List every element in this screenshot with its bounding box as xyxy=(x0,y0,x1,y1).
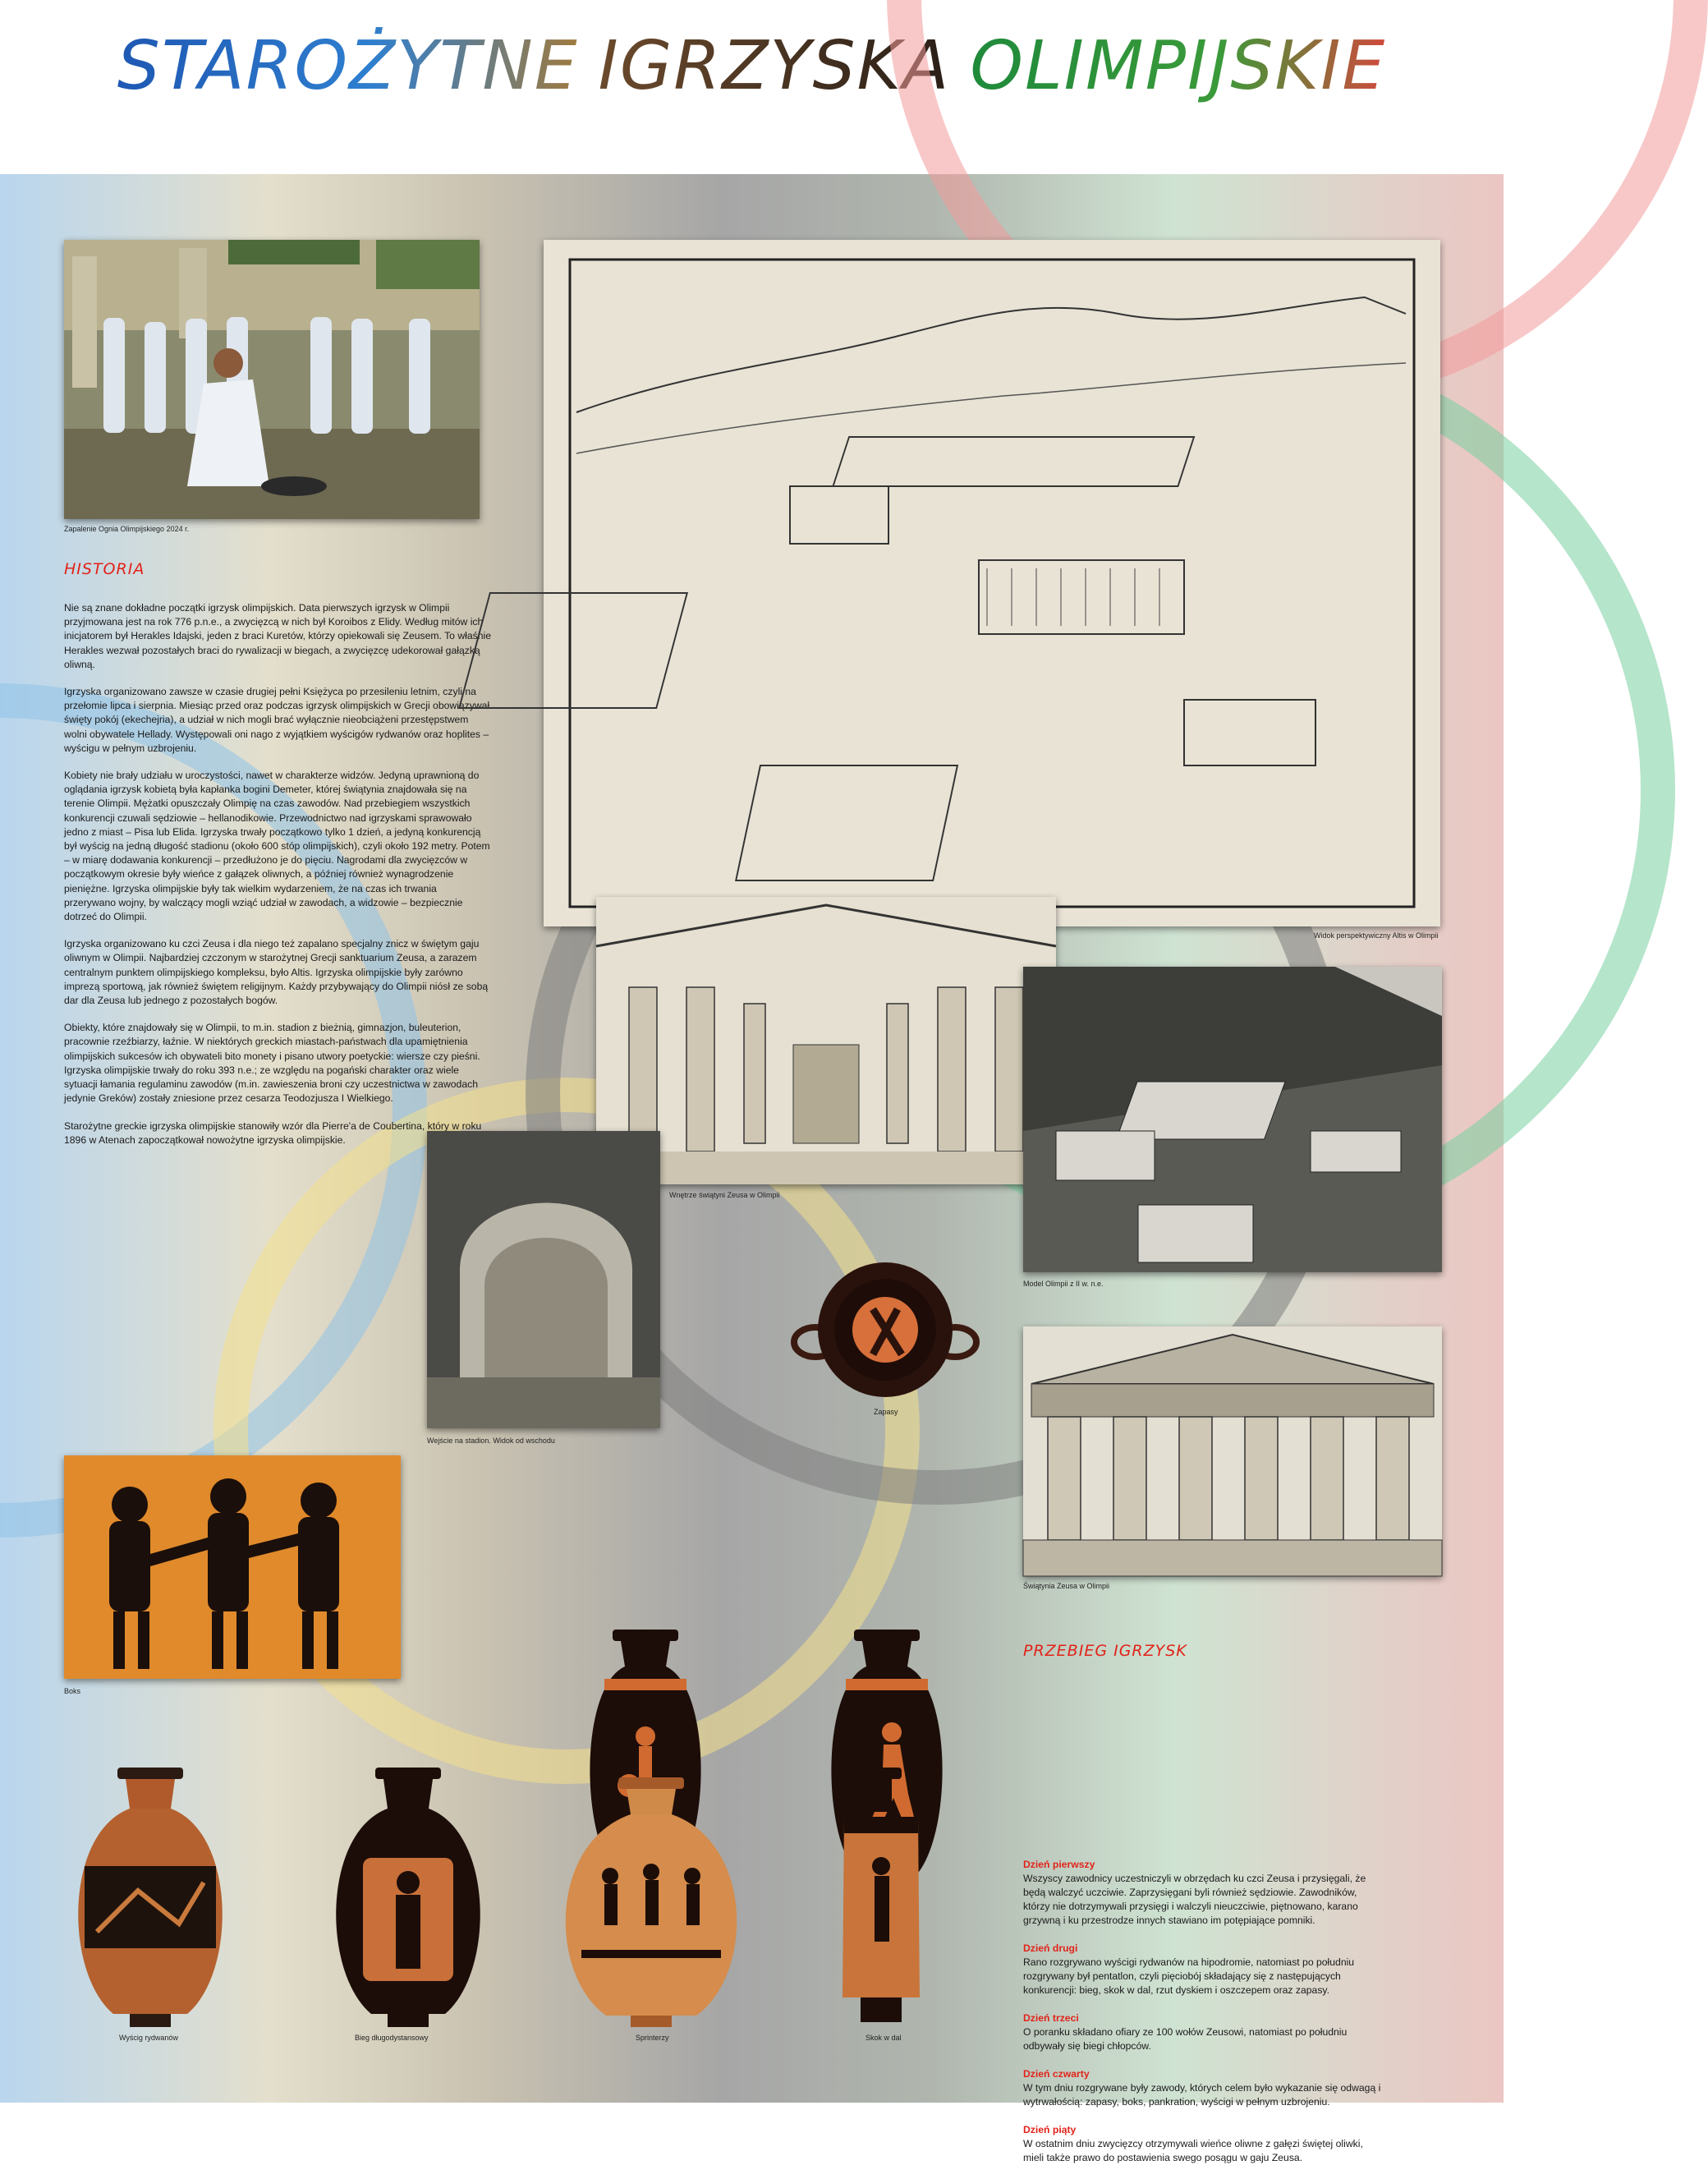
day-block xyxy=(1023,2067,1384,2109)
day-title: Dzień trzeci xyxy=(1023,2012,1079,2024)
day-description: Wszyscy zawodnicy uczestniczyli w obrzędach ku czci Zeusa i przysięgali, że będą walczyć uczciwie. Zaprzysięgani byli również sędziowie. Zawodników, którzy nie dotrzymywali przysięgi i walczyli nieuczciwie, piętnowano, karano grzywną i ku przestrodze innych stawiano im potępiające pomniki. xyxy=(1023,1873,1366,1926)
history-heading: HISTORIA xyxy=(64,560,145,578)
long-jump-caption: Skok w dal xyxy=(865,2034,902,2042)
day-title: Dzień drugi xyxy=(1023,1942,1078,1954)
day-description: O poranku składano ofiary ze 100 wołów Zeusowi, natomiast po południu odbywały się biegi chłopców. xyxy=(1023,2026,1348,2052)
temple-sketch xyxy=(1023,1326,1442,1576)
ignition-caption: Zapalenie Ognia Olimpijskiego 2024 r. xyxy=(64,525,190,533)
title-word-1: STAROŻYTNE xyxy=(117,26,579,105)
boxing-image xyxy=(64,1455,401,1679)
history-paragraph: Igrzyska organizowano zawsze w czasie drugiej pełni Księżyca po przesileniu letnim, czyli na przełomie lipca i sierpnia. Miesiąc przed oraz podczas igrzysk olimpijskich w Grecji obowiązywał święty pokój (ekechejria), a udział w nich mogli brać wyłącznie nieobciążeni przestępstwem wolni obywatele Hellady. Występowali oni nago z wyjątkiem wyścigów rydwanów oraz hoplites – wyścigu w pełnym uzbrojeniu. xyxy=(64,686,490,754)
chariot-vase xyxy=(64,1768,236,2029)
course-text xyxy=(1023,1858,1384,2179)
day-description: Rano rozgrywano wyścigi rydwanów na hipodromie, natomiast po południu rozgrywany był pentatlon, czyli pięciobój składający się z następujących konkurencji: bieg, skok w dal, rzut dyskiem i oszczepem oraz zapasy. xyxy=(1023,1956,1355,1996)
day-title: Dzień piąty xyxy=(1023,2124,1077,2135)
history-paragraph: Nie są znane dokładne początki igrzysk olimpijskich. Data pierwszych igrzysk w Olimpii przyjmowana jest na rok 776 p.n.e., a zwycięzcą w nich był Koroibos z Elidy. Według mitów ich inicjatorem był Herakles Idajski, jeden z braci Kuretów, którzy opiekowali się Zeusem. To właśnie Herakles wezwał pozostałych braci do rywalizacji w biegach, a zwycięzcę udekorował gałązką oliwną. xyxy=(64,602,491,670)
history-paragraph: Starożytne greckie igrzyska olimpijskie stanowiły wzór dla Pierre'a de Coubertina, który w roku 1896 w Atenach zapoczątkował nowożytne igrzyska olimpijskie. xyxy=(64,1119,482,1146)
poster-board xyxy=(0,174,1504,2163)
long-run-caption: Bieg długodystansowy xyxy=(355,2034,429,2042)
altis-caption: Widok perspektywiczny Altis w Olimpii xyxy=(1314,931,1439,940)
day-block xyxy=(1023,2123,1384,2165)
history-paragraph: Obiekty, które znajdowały się w Olimpii, to m.in. stadion z bieżnią, gimnazjon, buleuterion, pracownie rzeźbiarzy, łaźnie. W niektórych greckich miastach-państwach dla upamiętnienia olimpijskich sukcesów ich obywateli bito monety i pisano utwory poetyckie: wiersze czy pieśni. Igrzyska olimpijskie trwały do roku 393 n.e.; ze względu na pogański charakter oraz wiele sytuacji łamania regulaminu zawodów (m.in. zawieszenia broni czy uczestnictwa w zawodach jedynie Greków) zostały zniesione przez cesarza Teodozjusza I Wielkiego. xyxy=(64,1022,480,1105)
interior-caption: Wnętrze świątyni Zeusa w Olimpii xyxy=(669,1191,780,1199)
wrestling-caption: Zapasy xyxy=(874,1408,898,1416)
sprinters-caption: Sprinterzy xyxy=(636,2034,669,2042)
sprinters-vase xyxy=(549,1777,754,2029)
history-text xyxy=(64,601,491,1161)
day-title: Dzień pierwszy xyxy=(1023,1859,1095,1870)
history-paragraph: Igrzyska organizowano ku czci Zeusa i dla niego też zapalano specjalny znicz w świętym gaju oliwnym w Olimpii. Najbardziej czczonym w starożytnej Grecji sanktuarium Zeusa, a zarazem centralnym punktem olimpijskiego kompleksu, było Altis. Igrzyska olimpijskie były zarówno imprezą sportową, jak również świętem religijnym. Każdy przybywający do Olimpii niósł ze sobą dar dla Zeusa lub jednego z pozostałych bogów. xyxy=(64,938,489,1007)
day-description: W tym dniu rozgrywane były zawody, których celem było wykazanie się odwagą i wytrwałością: zapasy, boks, pankration, wyścigi w pełnym uzbrojeniu. xyxy=(1023,2082,1381,2108)
temple-caption: Świątynia Zeusa w Olimpii xyxy=(1023,1582,1110,1590)
model-caption: Model Olimpii z II w. n.e. xyxy=(1023,1280,1104,1288)
altis-sketch xyxy=(544,240,1440,926)
kylix-image xyxy=(787,1252,984,1408)
day-description: W ostatnim dniu zwycięzcy otrzymywali wieńce oliwne z gałęzi świętej oliwki, mieli także prawo do postawienia swego posągu w gaju Zeusa. xyxy=(1023,2138,1363,2163)
stadium-caption: Wejście na stadion. Widok od wschodu xyxy=(427,1437,555,1445)
history-paragraph: Kobiety nie brały udziału w uroczystości, nawet w charakterze widzów. Jedyną uprawnioną do oglądania igrzysk kobietą była kapłanka bogini Demeter, której świątynia znajdowała się na terenie Olimpii. Mężatki opuszczały Olimpię na czas zawodów. Nad przebiegiem wszystkich konkurencji czuwali sędziowie – hellanodikowie. Przewodnictwo nad igrzyskami sprawowało jedno z miast – Pisa lub Elida. Igrzyska trwały początkowo tylko 1 dzień, a jedyną konkurencją był wyścig na jedną długość stadionu (około 600 stóp olimpijskich), czyli około 192 metry. Potem – w miarę dodawania konkurencji – przedłużono je do pięciu. Nagrodami dla zwycięzców w początkowym okresie były wieńce z gałązek oliwnych, a później również wynagrodzenie pieniężne. Igrzyska olimpijskie były tak wielkim wydarzeniem, że na czas ich trwania przerywano wojny, by walczący mogli wziąć udział w zawodach, a widzowie – bezpiecznie dotrzeć do Olimpii. xyxy=(64,770,490,923)
long-run-vase xyxy=(322,1768,494,2029)
interior-sketch xyxy=(596,897,1056,1184)
day-block xyxy=(1023,1858,1384,1928)
model-photo xyxy=(1023,967,1442,1272)
long-jump-vase xyxy=(828,1768,934,2029)
chariot-caption: Wyścig rydwanów xyxy=(119,2034,178,2042)
day-title: Dzień czwarty xyxy=(1023,2068,1090,2080)
day-block xyxy=(1023,2011,1384,2053)
course-heading: PRZEBIEG IGRZYSK xyxy=(1023,1642,1187,1660)
title-word-3: OLIMPIJSKIE xyxy=(970,26,1387,105)
title-word-2: IGRZYSKA xyxy=(598,26,951,105)
stadium-photo xyxy=(427,1131,660,1428)
ignition-photo xyxy=(64,240,480,519)
day-block xyxy=(1023,1942,1384,1997)
boxing-caption: Boks xyxy=(64,1687,81,1695)
